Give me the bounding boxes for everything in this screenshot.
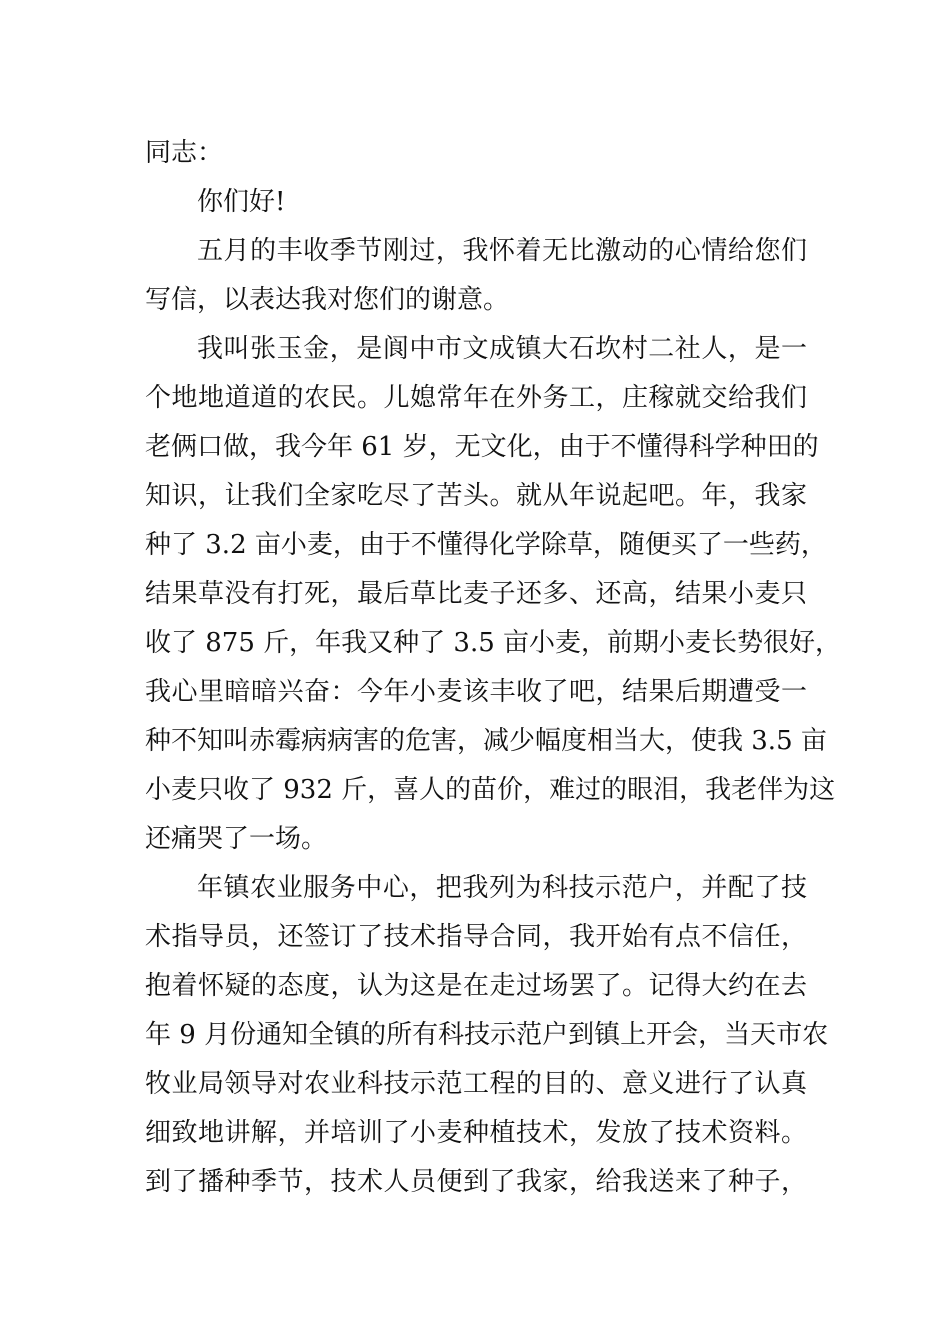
salutation: 同志：: [145, 138, 224, 168]
text-line: 还痛哭了一场。: [145, 824, 328, 854]
letter-body: [145, 129, 842, 1207]
text-line: 年镇农业服务中心，把我列为科技示范户，并配了技: [197, 873, 807, 903]
greeting: 你们好!: [197, 187, 286, 217]
text-line: 细致地讲解，并培训了小麦种植技术，发放了技术资料。: [145, 1118, 807, 1148]
text-line: 术指导员，还签订了技术指导合同，我开始有点不信任，: [145, 922, 807, 952]
text-line: 到了播种季节，技术人员便到了我家，给我送来了种子，: [145, 1167, 807, 1197]
text-line: 牧业局领导对农业科技示范工程的目的、意义进行了认真: [145, 1069, 807, 1099]
text-line: 老俩口做，我今年 61 岁，无文化，由于不懂得科学种田的: [145, 432, 819, 462]
text-line: 五月的丰收季节刚过，我怀着无比激动的心情给您们: [197, 236, 807, 266]
text-line: 小麦只收了 932 斤，喜人的苗价，难过的眼泪，我老伴为这: [145, 775, 836, 805]
text-line: 个地地道道的农民。儿媳常年在外务工，庄稼就交给我们: [145, 383, 807, 413]
text-line: 抱着怀疑的态度，认为这是在走过场罢了。记得大约在去: [145, 971, 807, 1001]
text-line: 写信，以表达我对您们的谢意。: [145, 285, 510, 315]
text-line: 结果草没有打死，最后草比麦子还多、还高，结果小麦只: [145, 579, 807, 609]
paragraph-3: [145, 864, 829, 1207]
text-line: 知识，让我们全家吃尽了苦头。就从年说起吧。年，我家: [145, 481, 807, 511]
text-line: 年 9 月份通知全镇的所有科技示范户到镇上开会，当天市农: [145, 1020, 829, 1050]
text-line: 种了 3.2 亩小麦，由于不懂得化学除草，随便买了一些药，: [145, 530, 827, 560]
paragraph-1: [145, 227, 807, 325]
text-line: 收了 875 斤，年我又种了 3.5 亩小麦，前期小麦长势很好，: [145, 628, 842, 658]
text-line: 我叫张玉金，是阆中市文成镇大石坎村二社人，是一: [197, 334, 807, 364]
text-line: 我心里暗暗兴奋：今年小麦该丰收了吧，结果后期遭受一: [145, 677, 807, 707]
text-line: 种不知叫赤霉病病害的危害，减少幅度相当大，使我 3.5 亩: [145, 726, 827, 756]
paragraph-2: [145, 325, 842, 864]
